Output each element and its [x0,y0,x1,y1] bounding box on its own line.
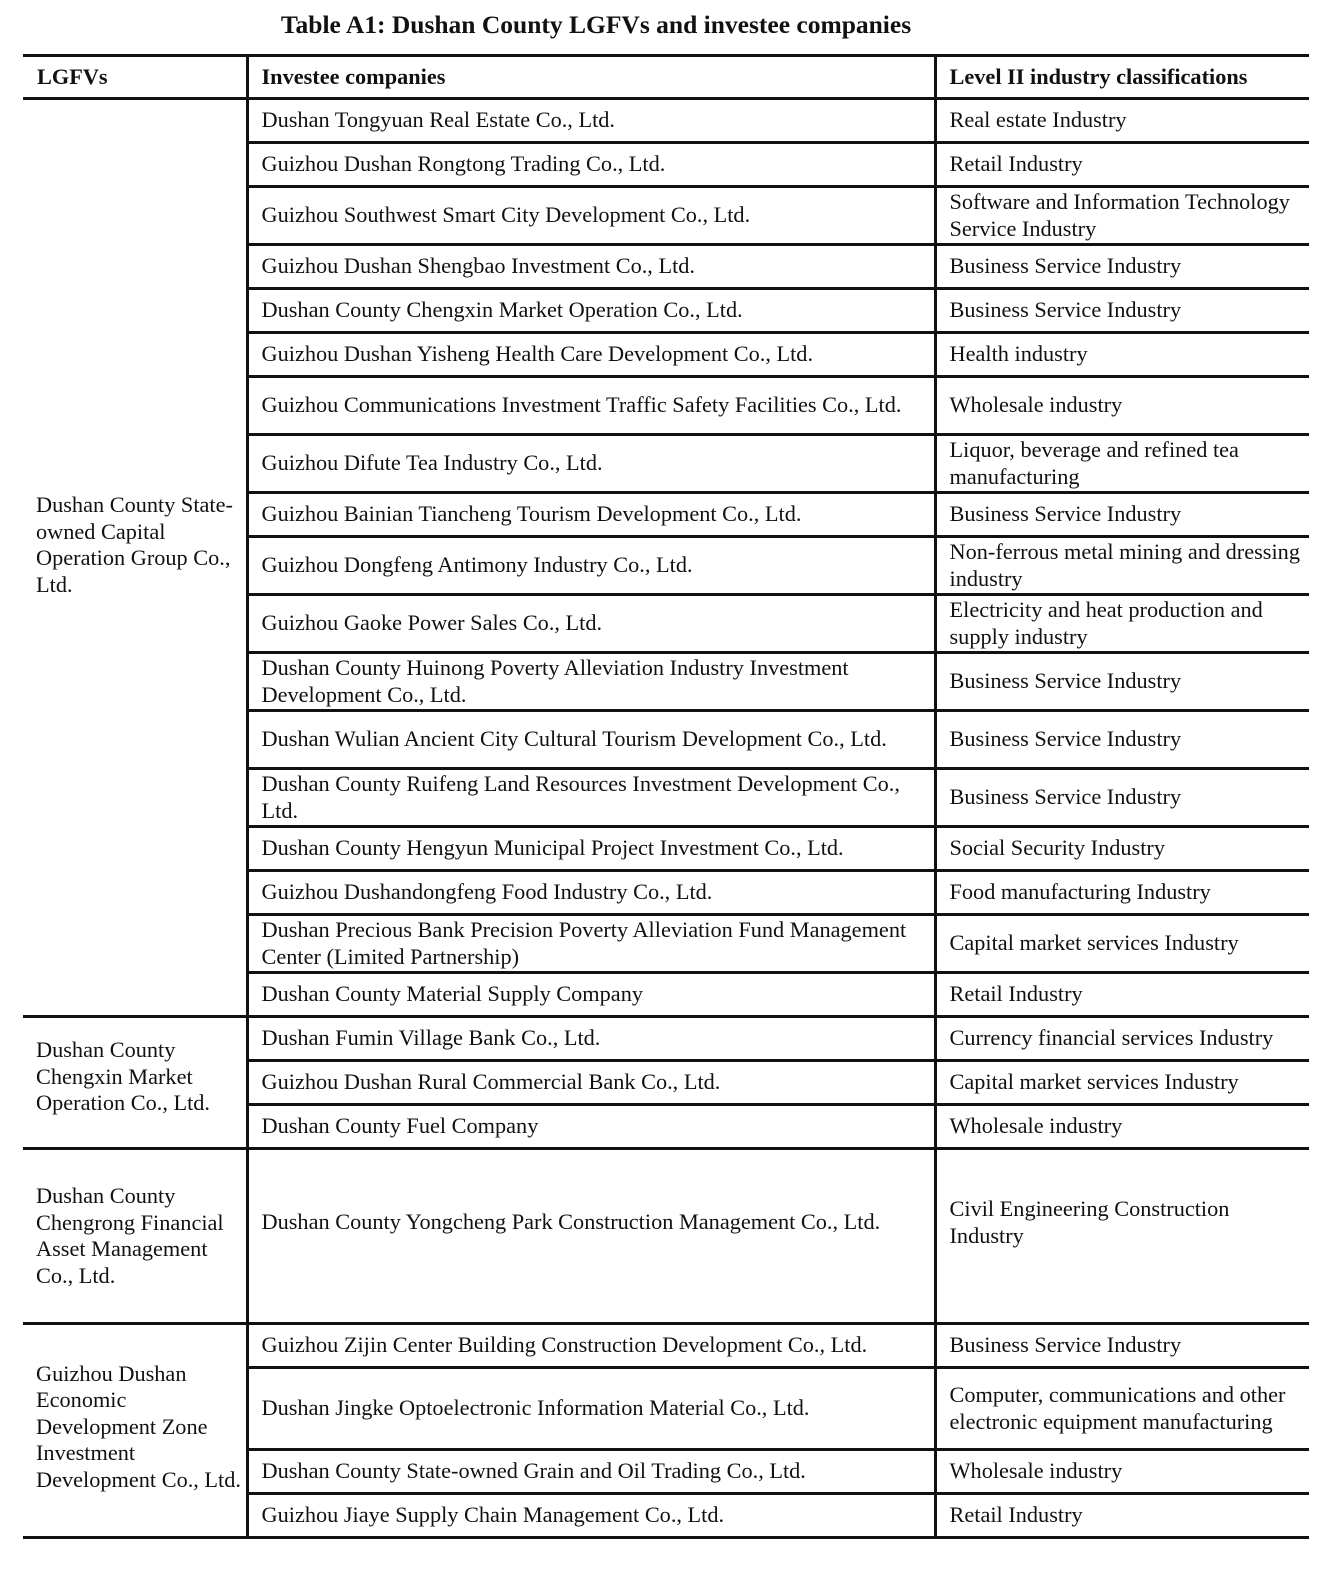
industry-cell: Retail Industry [935,1494,1309,1538]
investee-company-cell: Dushan Fumin Village Bank Co., Ltd. [247,1017,935,1061]
investee-company-cell: Dushan County Ruifeng Land Resources Investment Development Co., Ltd. [247,769,935,827]
investee-company-cell: Guizhou Dushan Rongtong Trading Co., Ltd. [247,143,935,187]
table-row [23,99,1309,143]
industry-cell: Social Security Industry [935,827,1309,871]
investee-company-cell: Guizhou Zijin Center Building Construction Development Co., Ltd. [247,1324,935,1368]
investee-company-cell: Dushan County Huinong Poverty Alleviation Industry Investment Development Co., Ltd. [247,653,935,711]
investee-company-cell: Dushan County Yongcheng Park Construction Management Co., Ltd. [247,1149,935,1324]
lgfv-table [23,54,1309,1539]
industry-cell: Business Service Industry [935,245,1309,289]
industry-cell: Wholesale industry [935,1450,1309,1494]
investee-company-cell: Dushan Jingke Optoelectronic Information Material Co., Ltd. [247,1368,935,1450]
investee-company-cell: Dushan County Chengxin Market Operation Co., Ltd. [247,289,935,333]
industry-cell: Wholesale industry [935,1105,1309,1149]
investee-company-cell: Guizhou Gaoke Power Sales Co., Ltd. [247,595,935,653]
industry-cell: Electricity and heat production and supply industry [935,595,1309,653]
investee-company-cell: Dushan County Material Supply Company [247,973,935,1017]
table-row [23,1149,1309,1324]
industry-cell: Liquor, beverage and refined tea manufacturing [935,435,1309,493]
investee-company-cell: Dushan Wulian Ancient City Cultural Tourism Development Co., Ltd. [247,711,935,769]
investee-company-cell: Guizhou Dushandongfeng Food Industry Co., Ltd. [247,871,935,915]
lgfv-cell: Dushan County State-owned Capital Operation Group Co., Ltd. [23,99,247,1017]
industry-cell: Wholesale industry [935,377,1309,435]
header-row [23,56,1309,99]
industry-cell: Currency financial services Industry [935,1017,1309,1061]
investee-company-cell: Dushan Tongyuan Real Estate Co., Ltd. [247,99,935,143]
investee-company-cell: Guizhou Dushan Rural Commercial Bank Co., Ltd. [247,1061,935,1105]
industry-cell: Business Service Industry [935,493,1309,537]
industry-cell: Capital market services Industry [935,915,1309,973]
industry-cell: Business Service Industry [935,711,1309,769]
lgfv-cell: Dushan County Chengxin Market Operation Co., Ltd. [23,1017,247,1149]
industry-cell: Business Service Industry [935,1324,1309,1368]
industry-cell: Business Service Industry [935,653,1309,711]
table-row [23,1017,1309,1061]
header-investee-companies: Investee companies [247,56,935,99]
table-caption: Table A1: Dushan County LGFVs and investee companies [280,10,912,39]
investee-company-cell: Guizhou Dongfeng Antimony Industry Co., Ltd. [247,537,935,595]
investee-company-cell: Guizhou Dushan Shengbao Investment Co., Ltd. [247,245,935,289]
industry-cell: Non-ferrous metal mining and dressing industry [935,537,1309,595]
header-industry-classifications: Level II industry classifications [935,56,1309,99]
table-row [23,1324,1309,1368]
investee-company-cell: Dushan Precious Bank Precision Poverty Alleviation Fund Management Center (Limited Partnership) [247,915,935,973]
industry-cell: Real estate Industry [935,99,1309,143]
industry-cell: Food manufacturing Industry [935,871,1309,915]
header-lgfvs: LGFVs [23,56,247,99]
investee-company-cell: Guizhou Jiaye Supply Chain Management Co., Ltd. [247,1494,935,1538]
industry-cell: Retail Industry [935,973,1309,1017]
investee-company-cell: Dushan County Fuel Company [247,1105,935,1149]
investee-company-cell: Guizhou Southwest Smart City Development Co., Ltd. [247,187,935,245]
investee-company-cell: Guizhou Difute Tea Industry Co., Ltd. [247,435,935,493]
lgfv-cell: Guizhou Dushan Economic Development Zone Investment Development Co., Ltd. [23,1324,247,1538]
industry-cell: Software and Information Technology Service Industry [935,187,1309,245]
investee-company-cell: Guizhou Communications Investment Traffic Safety Facilities Co., Ltd. [247,377,935,435]
investee-company-cell: Dushan County State-owned Grain and Oil Trading Co., Ltd. [247,1450,935,1494]
lgfv-cell: Dushan County Chengrong Financial Asset Management Co., Ltd. [23,1149,247,1324]
industry-cell: Health industry [935,333,1309,377]
investee-company-cell: Guizhou Bainian Tiancheng Tourism Development Co., Ltd. [247,493,935,537]
industry-cell: Computer, communications and other electronic equipment manufacturing [935,1368,1309,1450]
industry-cell: Business Service Industry [935,769,1309,827]
industry-cell: Capital market services Industry [935,1061,1309,1105]
investee-company-cell: Dushan County Hengyun Municipal Project Investment Co., Ltd. [247,827,935,871]
industry-cell: Business Service Industry [935,289,1309,333]
industry-cell: Civil Engineering Construction Industry [935,1149,1309,1324]
investee-company-cell: Guizhou Dushan Yisheng Health Care Development Co., Ltd. [247,333,935,377]
industry-cell: Retail Industry [935,143,1309,187]
